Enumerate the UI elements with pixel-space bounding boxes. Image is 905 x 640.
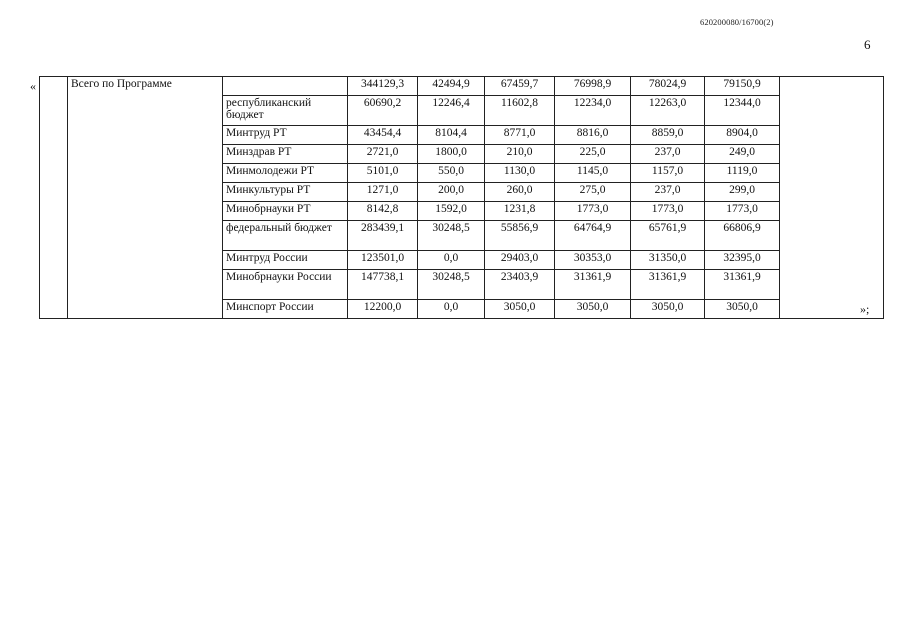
row-value: 60690,2 xyxy=(348,96,418,126)
row-value: 550,0 xyxy=(418,164,485,183)
row-label: Минобрнауки России xyxy=(223,270,348,300)
program-funding-table xyxy=(39,76,884,319)
row-value: 1773,0 xyxy=(705,202,780,221)
row-value: 12344,0 xyxy=(705,96,780,126)
row-value: 30353,0 xyxy=(555,251,631,270)
row-value: 3050,0 xyxy=(485,300,555,319)
row-value: 31361,9 xyxy=(705,270,780,300)
row-label: федеральный бюджет xyxy=(223,221,348,251)
row-value: 8104,4 xyxy=(418,126,485,145)
row-value: 1271,0 xyxy=(348,183,418,202)
row-value: 249,0 xyxy=(705,145,780,164)
row-value: 299,0 xyxy=(705,183,780,202)
row-label: Минобрнауки РТ xyxy=(223,202,348,221)
total-value-3: 67459,7 xyxy=(485,77,555,96)
row-value: 1119,0 xyxy=(705,164,780,183)
row-label: Минкультуры РТ xyxy=(223,183,348,202)
row-value: 8816,0 xyxy=(555,126,631,145)
row-value: 1773,0 xyxy=(631,202,705,221)
row-value: 225,0 xyxy=(555,145,631,164)
opening-quote: « xyxy=(30,79,36,93)
row-value: 123501,0 xyxy=(348,251,418,270)
row-value: 12263,0 xyxy=(631,96,705,126)
closing-quote: »; xyxy=(860,302,870,316)
total-value-2: 42494,9 xyxy=(418,77,485,96)
row-value: 29403,0 xyxy=(485,251,555,270)
row-value: 12234,0 xyxy=(555,96,631,126)
row-value: 1231,8 xyxy=(485,202,555,221)
row-value: 275,0 xyxy=(555,183,631,202)
row-value: 283439,1 xyxy=(348,221,418,251)
blank-column-cell xyxy=(40,77,68,319)
row-value: 8142,8 xyxy=(348,202,418,221)
empty-source-cell xyxy=(223,77,348,96)
row-value: 32395,0 xyxy=(705,251,780,270)
row-value: 3050,0 xyxy=(555,300,631,319)
total-value-4: 76998,9 xyxy=(555,77,631,96)
total-value-5: 78024,9 xyxy=(631,77,705,96)
row-value: 66806,9 xyxy=(705,221,780,251)
row-value: 23403,9 xyxy=(485,270,555,300)
row-value: 1773,0 xyxy=(555,202,631,221)
row-value: 3050,0 xyxy=(631,300,705,319)
row-value: 0,0 xyxy=(418,251,485,270)
row-value: 64764,9 xyxy=(555,221,631,251)
table-row-total xyxy=(40,77,884,96)
row-value: 8771,0 xyxy=(485,126,555,145)
row-value: 200,0 xyxy=(418,183,485,202)
row-value: 5101,0 xyxy=(348,164,418,183)
row-value: 3050,0 xyxy=(705,300,780,319)
row-value: 65761,9 xyxy=(631,221,705,251)
row-value: 1157,0 xyxy=(631,164,705,183)
row-value: 31350,0 xyxy=(631,251,705,270)
row-value: 11602,8 xyxy=(485,96,555,126)
row-value: 31361,9 xyxy=(555,270,631,300)
notes-column-cell xyxy=(780,77,884,319)
row-value: 1800,0 xyxy=(418,145,485,164)
row-value: 1145,0 xyxy=(555,164,631,183)
total-label-cell: Всего по Программе xyxy=(68,77,223,319)
row-value: 147738,1 xyxy=(348,270,418,300)
row-value: 31361,9 xyxy=(631,270,705,300)
row-label: Минмолодежи РТ xyxy=(223,164,348,183)
row-label: Минтруд России xyxy=(223,251,348,270)
row-label: Минтруд РТ xyxy=(223,126,348,145)
row-value: 260,0 xyxy=(485,183,555,202)
row-value: 237,0 xyxy=(631,145,705,164)
row-value: 12246,4 xyxy=(418,96,485,126)
total-value-1: 344129,3 xyxy=(348,77,418,96)
row-value: 237,0 xyxy=(631,183,705,202)
row-label: республиканский бюджет xyxy=(223,96,348,126)
row-value: 12200,0 xyxy=(348,300,418,319)
row-label: Минспорт России xyxy=(223,300,348,319)
document-code: 620200080/16700(2) xyxy=(700,17,774,27)
row-value: 55856,9 xyxy=(485,221,555,251)
row-value: 8859,0 xyxy=(631,126,705,145)
row-value: 1592,0 xyxy=(418,202,485,221)
row-value: 30248,5 xyxy=(418,270,485,300)
page-number: 6 xyxy=(864,37,871,52)
row-value: 30248,5 xyxy=(418,221,485,251)
row-value: 8904,0 xyxy=(705,126,780,145)
row-value: 43454,4 xyxy=(348,126,418,145)
row-label: Минздрав РТ xyxy=(223,145,348,164)
total-value-6: 79150,9 xyxy=(705,77,780,96)
row-value: 0,0 xyxy=(418,300,485,319)
row-value: 1130,0 xyxy=(485,164,555,183)
row-value: 210,0 xyxy=(485,145,555,164)
row-value: 2721,0 xyxy=(348,145,418,164)
